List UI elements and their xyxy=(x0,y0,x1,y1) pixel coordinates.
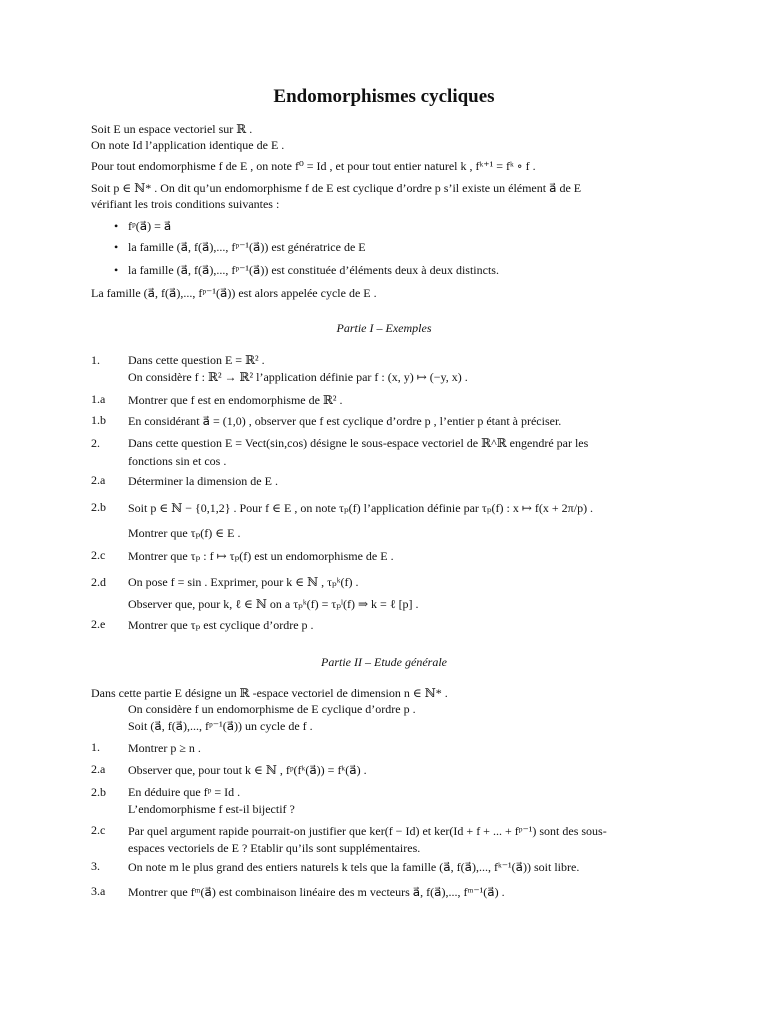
item-line: Montrer que fᵐ(a⃗) est combinaison linéaire des m vecteurs a⃗, f(a⃗),..., fᵐ⁻¹(a⃗) . xyxy=(128,885,505,899)
item-line: Montrer que τₚ est cyclique d’ordre p . xyxy=(128,618,314,632)
section-heading-part2: Partie II – Etude générale xyxy=(321,655,447,669)
part2-intro-line: Soit (a⃗, f(a⃗),..., fᵖ⁻¹(a⃗)) un cycle de f . xyxy=(128,719,313,733)
condition-item: la famille (a⃗, f(a⃗),..., fᵖ⁻¹(a⃗)) est génératrice de E xyxy=(128,240,366,254)
item-line: Soit p ∈ ℕ − {0,1,2} . Pour f ∈ E , on note τₚ(f) l’application définie par τₚ(f) : x ↦ f(x + 2π/p) . xyxy=(128,501,594,515)
section-heading-part1: Partie I – Exemples xyxy=(336,321,432,335)
item-line: Montrer que τₚ(f) ∈ E . xyxy=(128,526,241,540)
part2-intro-line: On considère f un endomorphisme de E cyclique d’ordre p . xyxy=(128,702,416,716)
item-line: L’endomorphisme f est-il bijectif ? xyxy=(128,802,295,816)
bullet-icon: • xyxy=(114,219,119,233)
item-number: 2.e xyxy=(91,617,106,631)
item-line: En considérant a⃗ = (1,0) , observer que f est cyclique d’ordre p , l’entier p étant à préciser. xyxy=(128,414,562,428)
intro-line: vérifiant les trois conditions suivantes : xyxy=(91,197,280,211)
intro-line: Pour tout endomorphisme f de E , on note f⁰ = Id , et pour tout entier naturel k , fᵏ⁺¹ = fᵏ ∘ f . xyxy=(91,159,536,173)
item-number: 2.c xyxy=(91,823,106,837)
item-line: Montrer que τₚ : f ↦ τₚ(f) est un endomorphisme de E . xyxy=(128,549,394,563)
item-number: 2.a xyxy=(91,473,106,487)
item-line: Dans cette question E = Vect(sin,cos) désigne le sous-espace vectoriel de ℝ^ℝ engendré par les xyxy=(128,436,589,450)
intro-line: Soit p ∈ ℕ* . On dit qu’un endomorphisme f de E est cyclique d’ordre p s’il existe un élément a⃗ de E xyxy=(91,181,582,195)
item-line: Déterminer la dimension de E . xyxy=(128,474,278,488)
item-number: 2.d xyxy=(91,575,106,589)
item-line: On pose f = sin . Exprimer, pour k ∈ ℕ , τₚᵏ(f) . xyxy=(128,575,359,589)
item-line: fonctions sin et cos . xyxy=(128,454,227,468)
item-number: 2. xyxy=(91,436,100,450)
item-line: Observer que, pour tout k ∈ ℕ , fᵖ(fᵏ(a⃗)) = fᵏ(a⃗) . xyxy=(128,763,367,777)
item-number: 3.a xyxy=(91,884,106,898)
item-line: espaces vectoriels de E ? Etablir qu’ils sont supplémentaires. xyxy=(128,841,421,855)
condition-item: fᵖ(a⃗) = a⃗ xyxy=(128,219,172,233)
intro-line: Soit E un espace vectoriel sur ℝ . xyxy=(91,122,253,136)
item-line: Par quel argument rapide pourrait-on justifier que ker(f − Id) et ker(Id + f + ... + fᵖ⁻¹) sont des sous- xyxy=(128,824,607,838)
item-number: 1.a xyxy=(91,392,106,406)
item-number: 1.b xyxy=(91,413,106,427)
item-line: On note m le plus grand des entiers naturels k tels que la famille (a⃗, f(a⃗),..., fᵏ⁻¹(a⃗)) soit libre. xyxy=(128,860,580,874)
item-number: 3. xyxy=(91,859,100,873)
bullet-icon: • xyxy=(114,263,119,277)
item-number: 1. xyxy=(91,353,100,367)
item-line: Dans cette question E = ℝ² . xyxy=(128,353,265,367)
intro-line: On note Id l’application identique de E . xyxy=(91,138,285,152)
condition-item: la famille (a⃗, f(a⃗),..., fᵖ⁻¹(a⃗)) est constituée d’éléments deux à deux distincts. xyxy=(128,263,499,277)
item-number: 2.b xyxy=(91,785,106,799)
item-line: Montrer que f est en endomorphisme de ℝ² . xyxy=(128,393,343,407)
item-number: 2.b xyxy=(91,500,106,514)
item-number: 2.a xyxy=(91,762,106,776)
document-title: Endomorphismes cycliques xyxy=(273,86,495,107)
item-line: Observer que, pour k, ℓ ∈ ℕ on a τₚᵏ(f) = τₚˡ(f) ⇒ k = ℓ [p] . xyxy=(128,597,419,611)
item-number: 1. xyxy=(91,740,100,754)
item-number: 2.c xyxy=(91,548,106,562)
item-line: En déduire que fᵖ = Id . xyxy=(128,785,241,799)
item-line: On considère f : ℝ² → ℝ² l’application définie par f : (x, y) ↦ (−y, x) . xyxy=(128,370,468,384)
item-line: Montrer p ≥ n . xyxy=(128,741,201,755)
part2-intro-line: Dans cette partie E désigne un ℝ -espace vectoriel de dimension n ∈ ℕ* . xyxy=(91,686,448,700)
intro-conclusion: La famille (a⃗, f(a⃗),..., fᵖ⁻¹(a⃗)) est alors appelée cycle de E . xyxy=(91,286,377,300)
bullet-icon: • xyxy=(114,240,119,254)
